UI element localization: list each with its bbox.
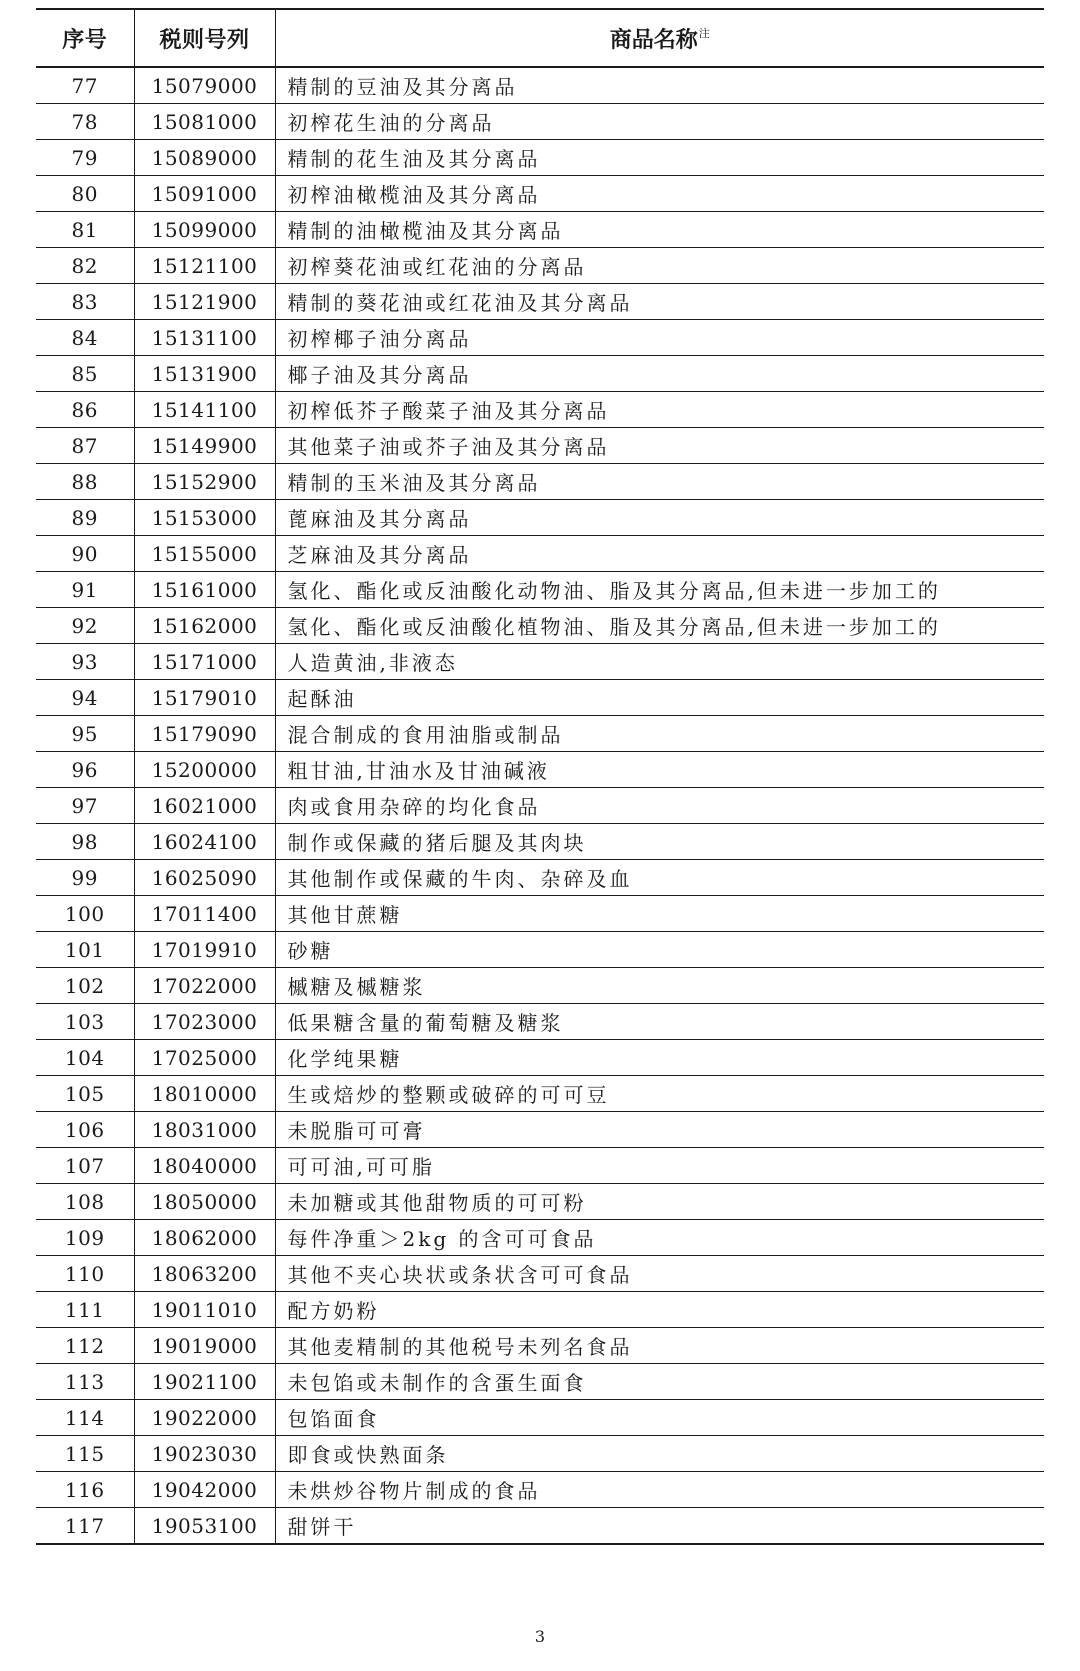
row-product-name: 精制的油橄榄油及其分离品 [275, 212, 1044, 248]
row-seq: 90 [36, 536, 134, 572]
row-product-name: 其他制作或保藏的牛肉、杂碎及血 [275, 860, 1044, 896]
table-row [36, 1328, 1044, 1364]
row-seq: 116 [36, 1472, 134, 1508]
row-product-name: 粗甘油,甘油水及甘油碱液 [275, 752, 1044, 788]
row-product-name: 精制的玉米油及其分离品 [275, 464, 1044, 500]
row-tariff-code: 17025000 [134, 1040, 275, 1076]
row-seq: 117 [36, 1508, 134, 1545]
row-tariff-code: 15099000 [134, 212, 275, 248]
row-tariff-code: 16024100 [134, 824, 275, 860]
row-product-name: 氢化、酯化或反油酸化植物油、脂及其分离品,但未进一步加工的 [275, 608, 1044, 644]
row-product-name: 精制的葵花油或红花油及其分离品 [275, 284, 1044, 320]
row-tariff-code: 16025090 [134, 860, 275, 896]
header-code: 税则号列 [134, 9, 275, 67]
row-seq: 87 [36, 428, 134, 464]
page-number: 3 [534, 1627, 546, 1646]
row-seq: 79 [36, 140, 134, 176]
row-seq: 83 [36, 284, 134, 320]
row-tariff-code: 15179090 [134, 716, 275, 752]
row-seq: 82 [36, 248, 134, 284]
row-tariff-code: 15153000 [134, 500, 275, 536]
row-tariff-code: 15121100 [134, 248, 275, 284]
row-tariff-code: 17022000 [134, 968, 275, 1004]
row-seq: 109 [36, 1220, 134, 1256]
row-product-name: 未包馅或未制作的含蛋生面食 [275, 1364, 1044, 1400]
row-seq: 115 [36, 1436, 134, 1472]
row-tariff-code: 15152900 [134, 464, 275, 500]
table-row [36, 1400, 1044, 1436]
row-product-name: 芝麻油及其分离品 [275, 536, 1044, 572]
table-row [36, 320, 1044, 356]
row-seq: 101 [36, 932, 134, 968]
row-product-name: 初榨油橄榄油及其分离品 [275, 176, 1044, 212]
table-row [36, 536, 1044, 572]
row-product-name: 其他麦精制的其他税号未列名食品 [275, 1328, 1044, 1364]
row-tariff-code: 15131100 [134, 320, 275, 356]
row-product-name: 精制的豆油及其分离品 [275, 67, 1044, 104]
row-product-name: 人造黄油,非液态 [275, 644, 1044, 680]
row-tariff-code: 19019000 [134, 1328, 275, 1364]
row-product-name: 氢化、酯化或反油酸化动物油、脂及其分离品,但未进一步加工的 [275, 572, 1044, 608]
header-name-footnote-mark: 注 [698, 26, 710, 40]
table-body [36, 67, 1044, 1544]
row-tariff-code: 19021100 [134, 1364, 275, 1400]
row-seq: 111 [36, 1292, 134, 1328]
row-seq: 97 [36, 788, 134, 824]
row-tariff-code: 15155000 [134, 536, 275, 572]
table-row [36, 896, 1044, 932]
table-row [36, 1472, 1044, 1508]
row-product-name: 初榨花生油的分离品 [275, 104, 1044, 140]
row-seq: 105 [36, 1076, 134, 1112]
row-product-name: 未脱脂可可膏 [275, 1112, 1044, 1148]
table-row [36, 1508, 1044, 1545]
row-tariff-code: 19042000 [134, 1472, 275, 1508]
row-tariff-code: 15161000 [134, 572, 275, 608]
table-row [36, 1364, 1044, 1400]
table-header [36, 9, 1044, 67]
table-row [36, 752, 1044, 788]
row-seq: 78 [36, 104, 134, 140]
row-tariff-code: 18010000 [134, 1076, 275, 1112]
row-product-name: 未烘炒谷物片制成的食品 [275, 1472, 1044, 1508]
row-seq: 103 [36, 1004, 134, 1040]
row-product-name: 未加糖或其他甜物质的可可粉 [275, 1184, 1044, 1220]
row-tariff-code: 15200000 [134, 752, 275, 788]
row-product-name: 可可油,可可脂 [275, 1148, 1044, 1184]
row-seq: 98 [36, 824, 134, 860]
row-tariff-code: 15149900 [134, 428, 275, 464]
table-row [36, 140, 1044, 176]
row-seq: 96 [36, 752, 134, 788]
row-seq: 114 [36, 1400, 134, 1436]
table-row [36, 968, 1044, 1004]
row-seq: 93 [36, 644, 134, 680]
table-row [36, 104, 1044, 140]
table-row [36, 212, 1044, 248]
row-seq: 102 [36, 968, 134, 1004]
table-row [36, 464, 1044, 500]
row-product-name: 即食或快熟面条 [275, 1436, 1044, 1472]
row-seq: 91 [36, 572, 134, 608]
row-product-name: 甜饼干 [275, 1508, 1044, 1545]
table-row [36, 284, 1044, 320]
row-product-name: 其他不夹心块状或条状含可可食品 [275, 1256, 1044, 1292]
row-tariff-code: 19023030 [134, 1436, 275, 1472]
row-seq: 94 [36, 680, 134, 716]
row-tariff-code: 15171000 [134, 644, 275, 680]
table-row [36, 788, 1044, 824]
row-tariff-code: 17019910 [134, 932, 275, 968]
row-tariff-code: 18031000 [134, 1112, 275, 1148]
row-product-name: 低果糖含量的葡萄糖及糖浆 [275, 1004, 1044, 1040]
table-row [36, 1040, 1044, 1076]
row-seq: 112 [36, 1328, 134, 1364]
row-seq: 89 [36, 500, 134, 536]
table-row [36, 680, 1044, 716]
row-tariff-code: 15141100 [134, 392, 275, 428]
row-product-name: 砂糖 [275, 932, 1044, 968]
row-product-name: 椰子油及其分离品 [275, 356, 1044, 392]
row-seq: 88 [36, 464, 134, 500]
table-row [36, 176, 1044, 212]
table-row [36, 572, 1044, 608]
table-row [36, 1004, 1044, 1040]
row-seq: 99 [36, 860, 134, 896]
row-seq: 95 [36, 716, 134, 752]
table-row [36, 500, 1044, 536]
row-tariff-code: 18040000 [134, 1148, 275, 1184]
table-row [36, 1112, 1044, 1148]
row-product-name: 肉或食用杂碎的均化食品 [275, 788, 1044, 824]
header-seq: 序号 [36, 9, 134, 67]
table-row [36, 860, 1044, 896]
table-row [36, 356, 1044, 392]
row-seq: 84 [36, 320, 134, 356]
table-row [36, 1076, 1044, 1112]
row-product-name: 每件净重＞2kg 的含可可食品 [275, 1220, 1044, 1256]
table-row [36, 1436, 1044, 1472]
row-tariff-code: 15179010 [134, 680, 275, 716]
row-seq: 92 [36, 608, 134, 644]
table-row [36, 1220, 1044, 1256]
row-seq: 85 [36, 356, 134, 392]
row-seq: 81 [36, 212, 134, 248]
row-seq: 100 [36, 896, 134, 932]
table-row [36, 1292, 1044, 1328]
header-row [36, 9, 1044, 67]
row-tariff-code: 15081000 [134, 104, 275, 140]
table-row [36, 392, 1044, 428]
row-tariff-code: 19022000 [134, 1400, 275, 1436]
table-row [36, 1184, 1044, 1220]
row-tariff-code: 18050000 [134, 1184, 275, 1220]
table-row [36, 248, 1044, 284]
table-row [36, 1148, 1044, 1184]
row-tariff-code: 15162000 [134, 608, 275, 644]
row-seq: 80 [36, 176, 134, 212]
row-product-name: 其他菜子油或芥子油及其分离品 [275, 428, 1044, 464]
row-tariff-code: 15089000 [134, 140, 275, 176]
row-product-name: 生或焙炒的整颗或破碎的可可豆 [275, 1076, 1044, 1112]
row-tariff-code: 15091000 [134, 176, 275, 212]
row-product-name: 初榨椰子油分离品 [275, 320, 1044, 356]
table-row [36, 644, 1044, 680]
row-tariff-code: 19053100 [134, 1508, 275, 1545]
row-tariff-code: 15131900 [134, 356, 275, 392]
row-tariff-code: 19011010 [134, 1292, 275, 1328]
row-seq: 110 [36, 1256, 134, 1292]
row-seq: 77 [36, 67, 134, 104]
row-product-name: 制作或保藏的猪后腿及其肉块 [275, 824, 1044, 860]
row-tariff-code: 15079000 [134, 67, 275, 104]
tariff-table [36, 8, 1044, 1545]
table-row [36, 932, 1044, 968]
row-tariff-code: 17023000 [134, 1004, 275, 1040]
header-name-cell [275, 9, 1044, 67]
row-product-name: 化学纯果糖 [275, 1040, 1044, 1076]
row-product-name: 配方奶粉 [275, 1292, 1044, 1328]
table-row [36, 716, 1044, 752]
row-tariff-code: 15121900 [134, 284, 275, 320]
row-seq: 86 [36, 392, 134, 428]
row-product-name: 蓖麻油及其分离品 [275, 500, 1044, 536]
row-product-name: 起酥油 [275, 680, 1044, 716]
row-seq: 104 [36, 1040, 134, 1076]
row-tariff-code: 18062000 [134, 1220, 275, 1256]
row-seq: 107 [36, 1148, 134, 1184]
row-product-name: 精制的花生油及其分离品 [275, 140, 1044, 176]
table-row [36, 824, 1044, 860]
table-row [36, 67, 1044, 104]
row-product-name: 其他甘蔗糖 [275, 896, 1044, 932]
table-row [36, 608, 1044, 644]
row-product-name: 混合制成的食用油脂或制品 [275, 716, 1044, 752]
row-seq: 108 [36, 1184, 134, 1220]
row-tariff-code: 18063200 [134, 1256, 275, 1292]
row-product-name: 初榨葵花油或红花油的分离品 [275, 248, 1044, 284]
header-name: 商品名称 [609, 27, 698, 53]
table-row [36, 428, 1044, 464]
row-product-name: 包馅面食 [275, 1400, 1044, 1436]
row-tariff-code: 17011400 [134, 896, 275, 932]
row-product-name: 初榨低芥子酸菜子油及其分离品 [275, 392, 1044, 428]
table-row [36, 1256, 1044, 1292]
row-seq: 113 [36, 1364, 134, 1400]
row-seq: 106 [36, 1112, 134, 1148]
row-tariff-code: 16021000 [134, 788, 275, 824]
row-product-name: 槭糖及槭糖浆 [275, 968, 1044, 1004]
